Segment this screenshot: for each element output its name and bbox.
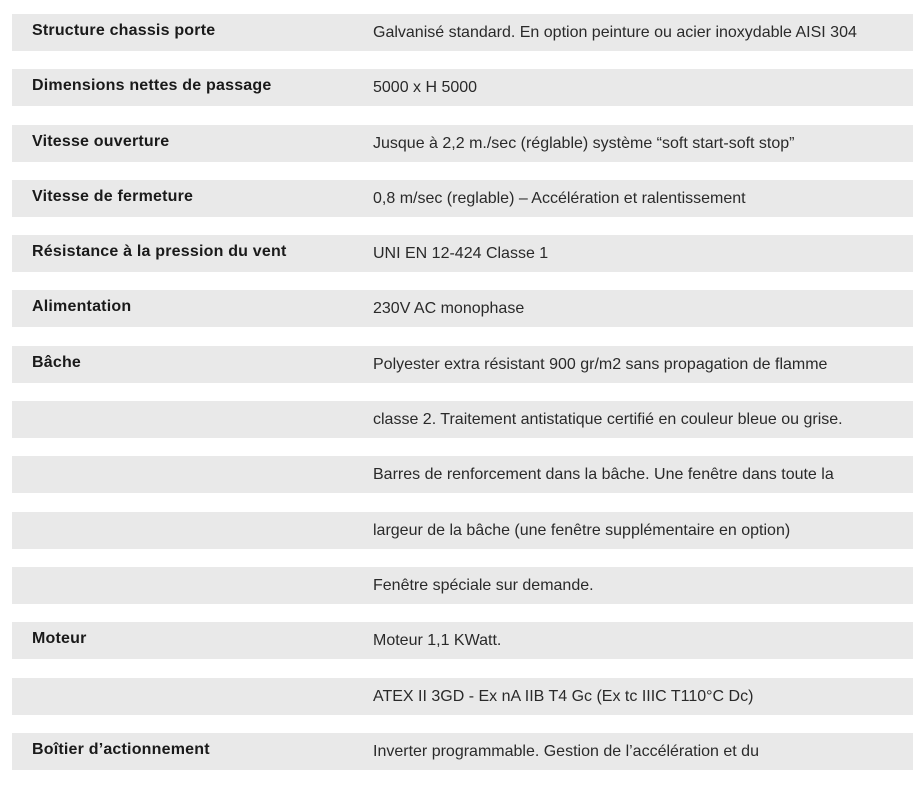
table-row: [12, 401, 913, 438]
row-value: Inverter programmable. Gestion de l’accélération et du: [373, 742, 759, 760]
table-row: [12, 14, 913, 51]
row-value: largeur de la bâche (une fenêtre supplémentaire en option): [373, 521, 791, 539]
row-label: Structure chassis porte: [32, 22, 216, 39]
table-row: [12, 678, 913, 715]
row-value: Fenêtre spéciale sur demande.: [373, 576, 594, 594]
row-label: Vitesse de fermeture: [32, 187, 194, 205]
table-row: [12, 733, 913, 770]
row-value: 230V AC monophase: [373, 300, 525, 318]
row-label: Boîtier d’actionnement: [32, 740, 210, 758]
table-row: [12, 512, 913, 549]
table-row: [12, 69, 913, 106]
table-row: [12, 456, 913, 493]
table-row: [12, 235, 913, 272]
row-label: Vitesse ouverture: [32, 132, 170, 150]
row-label: Moteur: [32, 630, 87, 648]
row-value: Barres de renforcement dans la bâche. Une fenêtre dans toute la: [373, 466, 834, 484]
row-label: Bâche: [32, 353, 82, 371]
table-row: [12, 125, 913, 162]
row-label: Résistance à la pression du vent: [32, 243, 287, 261]
row-value: 0,8 m/sec (reglable) – Accélération et ralentissement: [373, 189, 746, 207]
spec-table: [12, 14, 913, 788]
row-label: Dimensions nettes de passage: [32, 77, 272, 95]
row-value: Jusque à 2,2 m./sec (réglable) système “soft start-soft stop”: [373, 134, 795, 152]
row-value: Galvanisé standard. En option peinture ou acier inoxydable AISI 304: [373, 24, 857, 41]
row-value: Moteur 1,1 KWatt.: [373, 632, 502, 650]
table-row: [12, 567, 913, 604]
table-row: [12, 180, 913, 217]
row-value: UNI EN 12-424 Classe 1: [373, 245, 549, 263]
table-row: [12, 622, 913, 659]
row-value: 5000 x H 5000: [373, 79, 478, 97]
row-value: classe 2. Traitement antistatique certifié en couleur bleue ou grise.: [373, 411, 843, 429]
table-row: [12, 346, 913, 383]
row-value: Polyester extra résistant 900 gr/m2 sans propagation de flamme: [373, 355, 828, 373]
row-value: ATEX II 3GD - Ex nA IIB T4 Gc (Ex tc IIIC T110°C Dc): [373, 687, 754, 705]
table-row: [12, 290, 913, 327]
row-label: Alimentation: [32, 298, 132, 316]
